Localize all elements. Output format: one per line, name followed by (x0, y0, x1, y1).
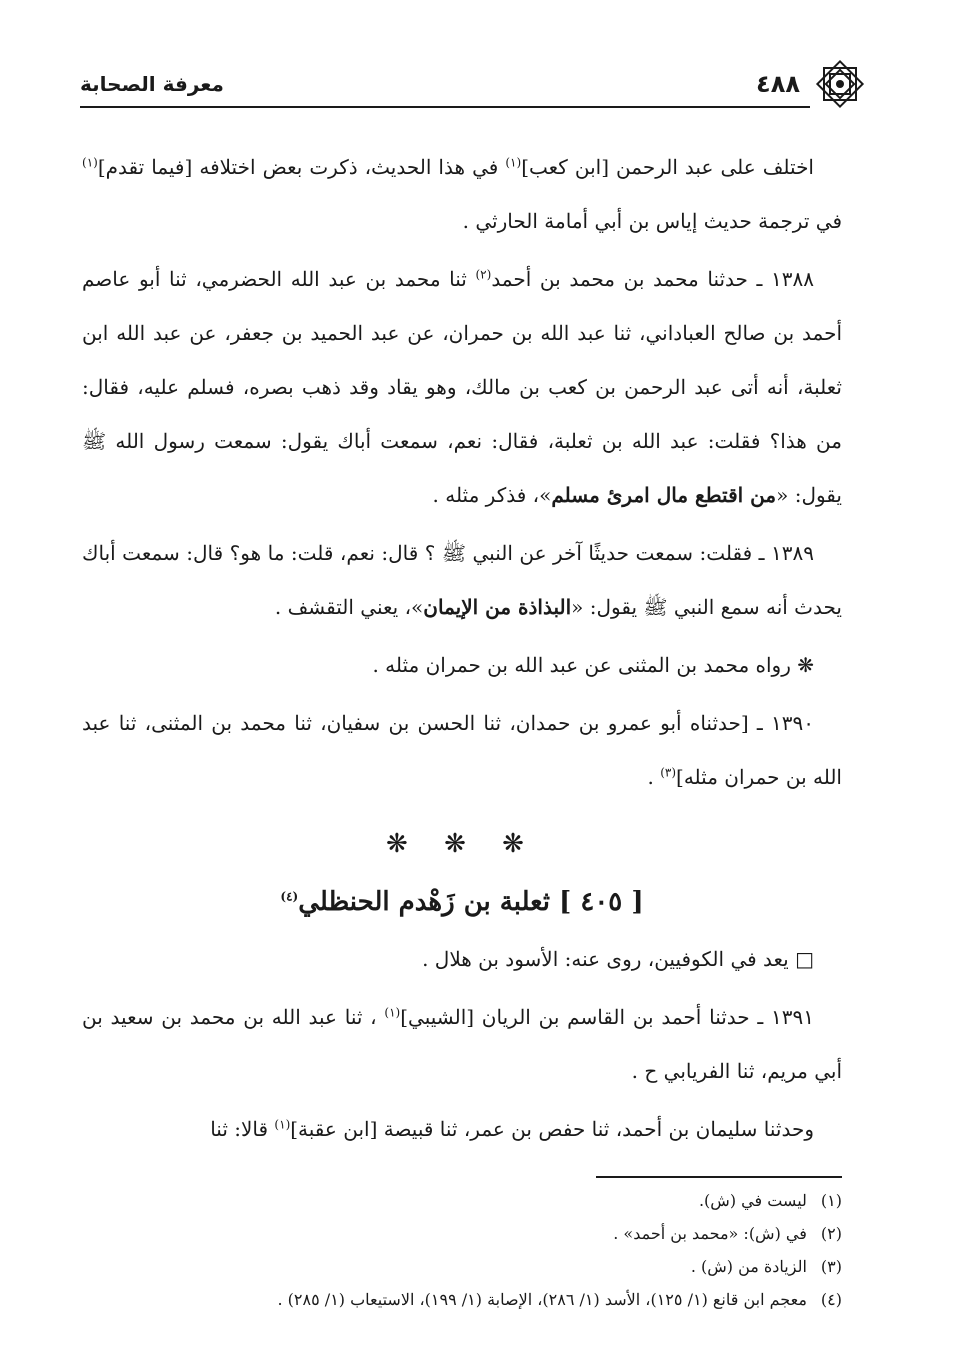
footnote-ref: (١) (82, 155, 98, 170)
text-span: قالا: ثنا (210, 1117, 275, 1141)
hadith-1391 (82, 990, 842, 1098)
footnote-ref: (٣) (660, 765, 677, 780)
paragraph-intro (82, 140, 842, 248)
footnote-ref: (٢) (475, 267, 492, 282)
hadith-1389 (82, 526, 842, 634)
section-title (82, 872, 842, 932)
hadith-quote: البذاذة من الإيمان (423, 595, 572, 619)
narration-note: ❋ رواه محمد بن المثنى عن عبد الله بن حمران مثله . (372, 653, 814, 677)
text-span: . (647, 765, 661, 789)
text-span: في هذا الحديث، ذكرت بعض اختلافه [فيما تقدم] (97, 155, 506, 179)
footnote-item (100, 1283, 842, 1316)
text-span: في ترجمة حديث إياس بن أبي أمامة الحارثي . (462, 209, 842, 233)
footnote-number: (٤) (820, 1290, 842, 1309)
footnote-text: معجم ابن قانع (١/ ١٢٥)، الأسد (١/ ٢٨٦)، الإصابة (١/ ١٩٩)، الاستيعاب (١/ ٢٨٥) . (277, 1290, 807, 1309)
main-text (82, 140, 842, 1160)
footnote-ref: (١) (384, 1005, 401, 1020)
footnotes (100, 1184, 842, 1316)
text-span: ، ثنا عبد الله بن محمد بن سعيد بن أبي مريم، ثنا الفريابي ح . (82, 1005, 842, 1083)
header-rule (80, 106, 810, 108)
footnote-number: (١) (820, 1191, 842, 1210)
text-span: وحدثنا سليمان بن أحمد، ثنا حفص بن عمر، ثنا قبيصة [ابن عقبة] (290, 1117, 814, 1141)
text-span: ١٣٨٨ ـ حدثنا محمد بن محمد بن أحمد (491, 267, 814, 291)
footnote-text: ليست في (ش). (698, 1191, 807, 1210)
footnote-ref: (١) (274, 1117, 291, 1132)
footnote-rule (596, 1176, 842, 1178)
text-span: »، يعني التقشف . (274, 595, 424, 619)
book-title: معرفة الصحابة (80, 72, 224, 96)
footnote-text: الزيادة من (ش) . (690, 1257, 807, 1276)
footnote-ref: (٤) (280, 889, 299, 904)
chain-continuation (82, 1102, 842, 1156)
section-divider-stars: ❋ ❋ ❋ (386, 829, 538, 859)
text-span: ١٣٩١ ـ حدثنا أحمد بن القاسم بن الريان [الشيبي] (400, 1005, 814, 1029)
footnote-number: (٣) (820, 1257, 842, 1276)
footnote-ref: (١) (505, 155, 522, 170)
footnote-number: (٢) (820, 1224, 842, 1243)
text-span: »، فذكر مثله . (432, 483, 552, 507)
text-span: ثنا محمد بن عبد الله الحضرمي، ثنا أبو عاصم أحمد بن صالح العباداني، ثنا عبد الله بن حمران، عن عبد الحميد بن جعفر، عن عبد الله ابن ثعلبة، أنه أتى عبد الرحمن بن كعب بن مالك، وهو يقاد وقد ذهب بصره، فسلم عليه، فقال: من هذا؟ فقلت: عبد الله بن ثعلبة، فقال: نعم، سمعت أباك يقول: سمعت رسول الله ﷺ يقول: « (82, 267, 842, 507)
footnote-item (100, 1184, 842, 1217)
text-span: ١٣٩٠ ـ [حدثناه أبو عمرو بن حمدان، ثنا الحسن بن سفيان، ثنا محمد بن المثنى، ثنا عبد الله بن حمران مثله] (82, 711, 842, 789)
biography-note: □ يعد في الكوفيين، روى عنه: الأسود بن هلال . (422, 947, 814, 971)
hadith-1390 (82, 696, 842, 804)
footnote-text: في (ش): «محمد بن أحمد» . (613, 1224, 807, 1243)
text-span: اختلف على عبد الرحمن [ابن كعب] (521, 155, 814, 179)
hadith-quote: من اقتطع مال امرئ مسلم (551, 483, 777, 507)
page-number: ٤٨٨ (756, 70, 800, 98)
hadith-1388 (82, 252, 842, 522)
text-span: ١٣٨٩ ـ فقلت: سمعت حديثًا آخر عن النبي ﷺ ؟ قال: نعم، قلت: ما هو؟ قال: سمعت أباك يحدث أنه سمع النبي ﷺ يقول: « (82, 541, 842, 619)
footnote-item (100, 1250, 842, 1283)
page-header (80, 66, 870, 106)
star-ornament-icon (810, 54, 870, 114)
footnote-item (100, 1217, 842, 1250)
section-title-text: [ ٤٠٥ ] ثعلبة بن زَهْدم الحنظلي (298, 887, 644, 917)
